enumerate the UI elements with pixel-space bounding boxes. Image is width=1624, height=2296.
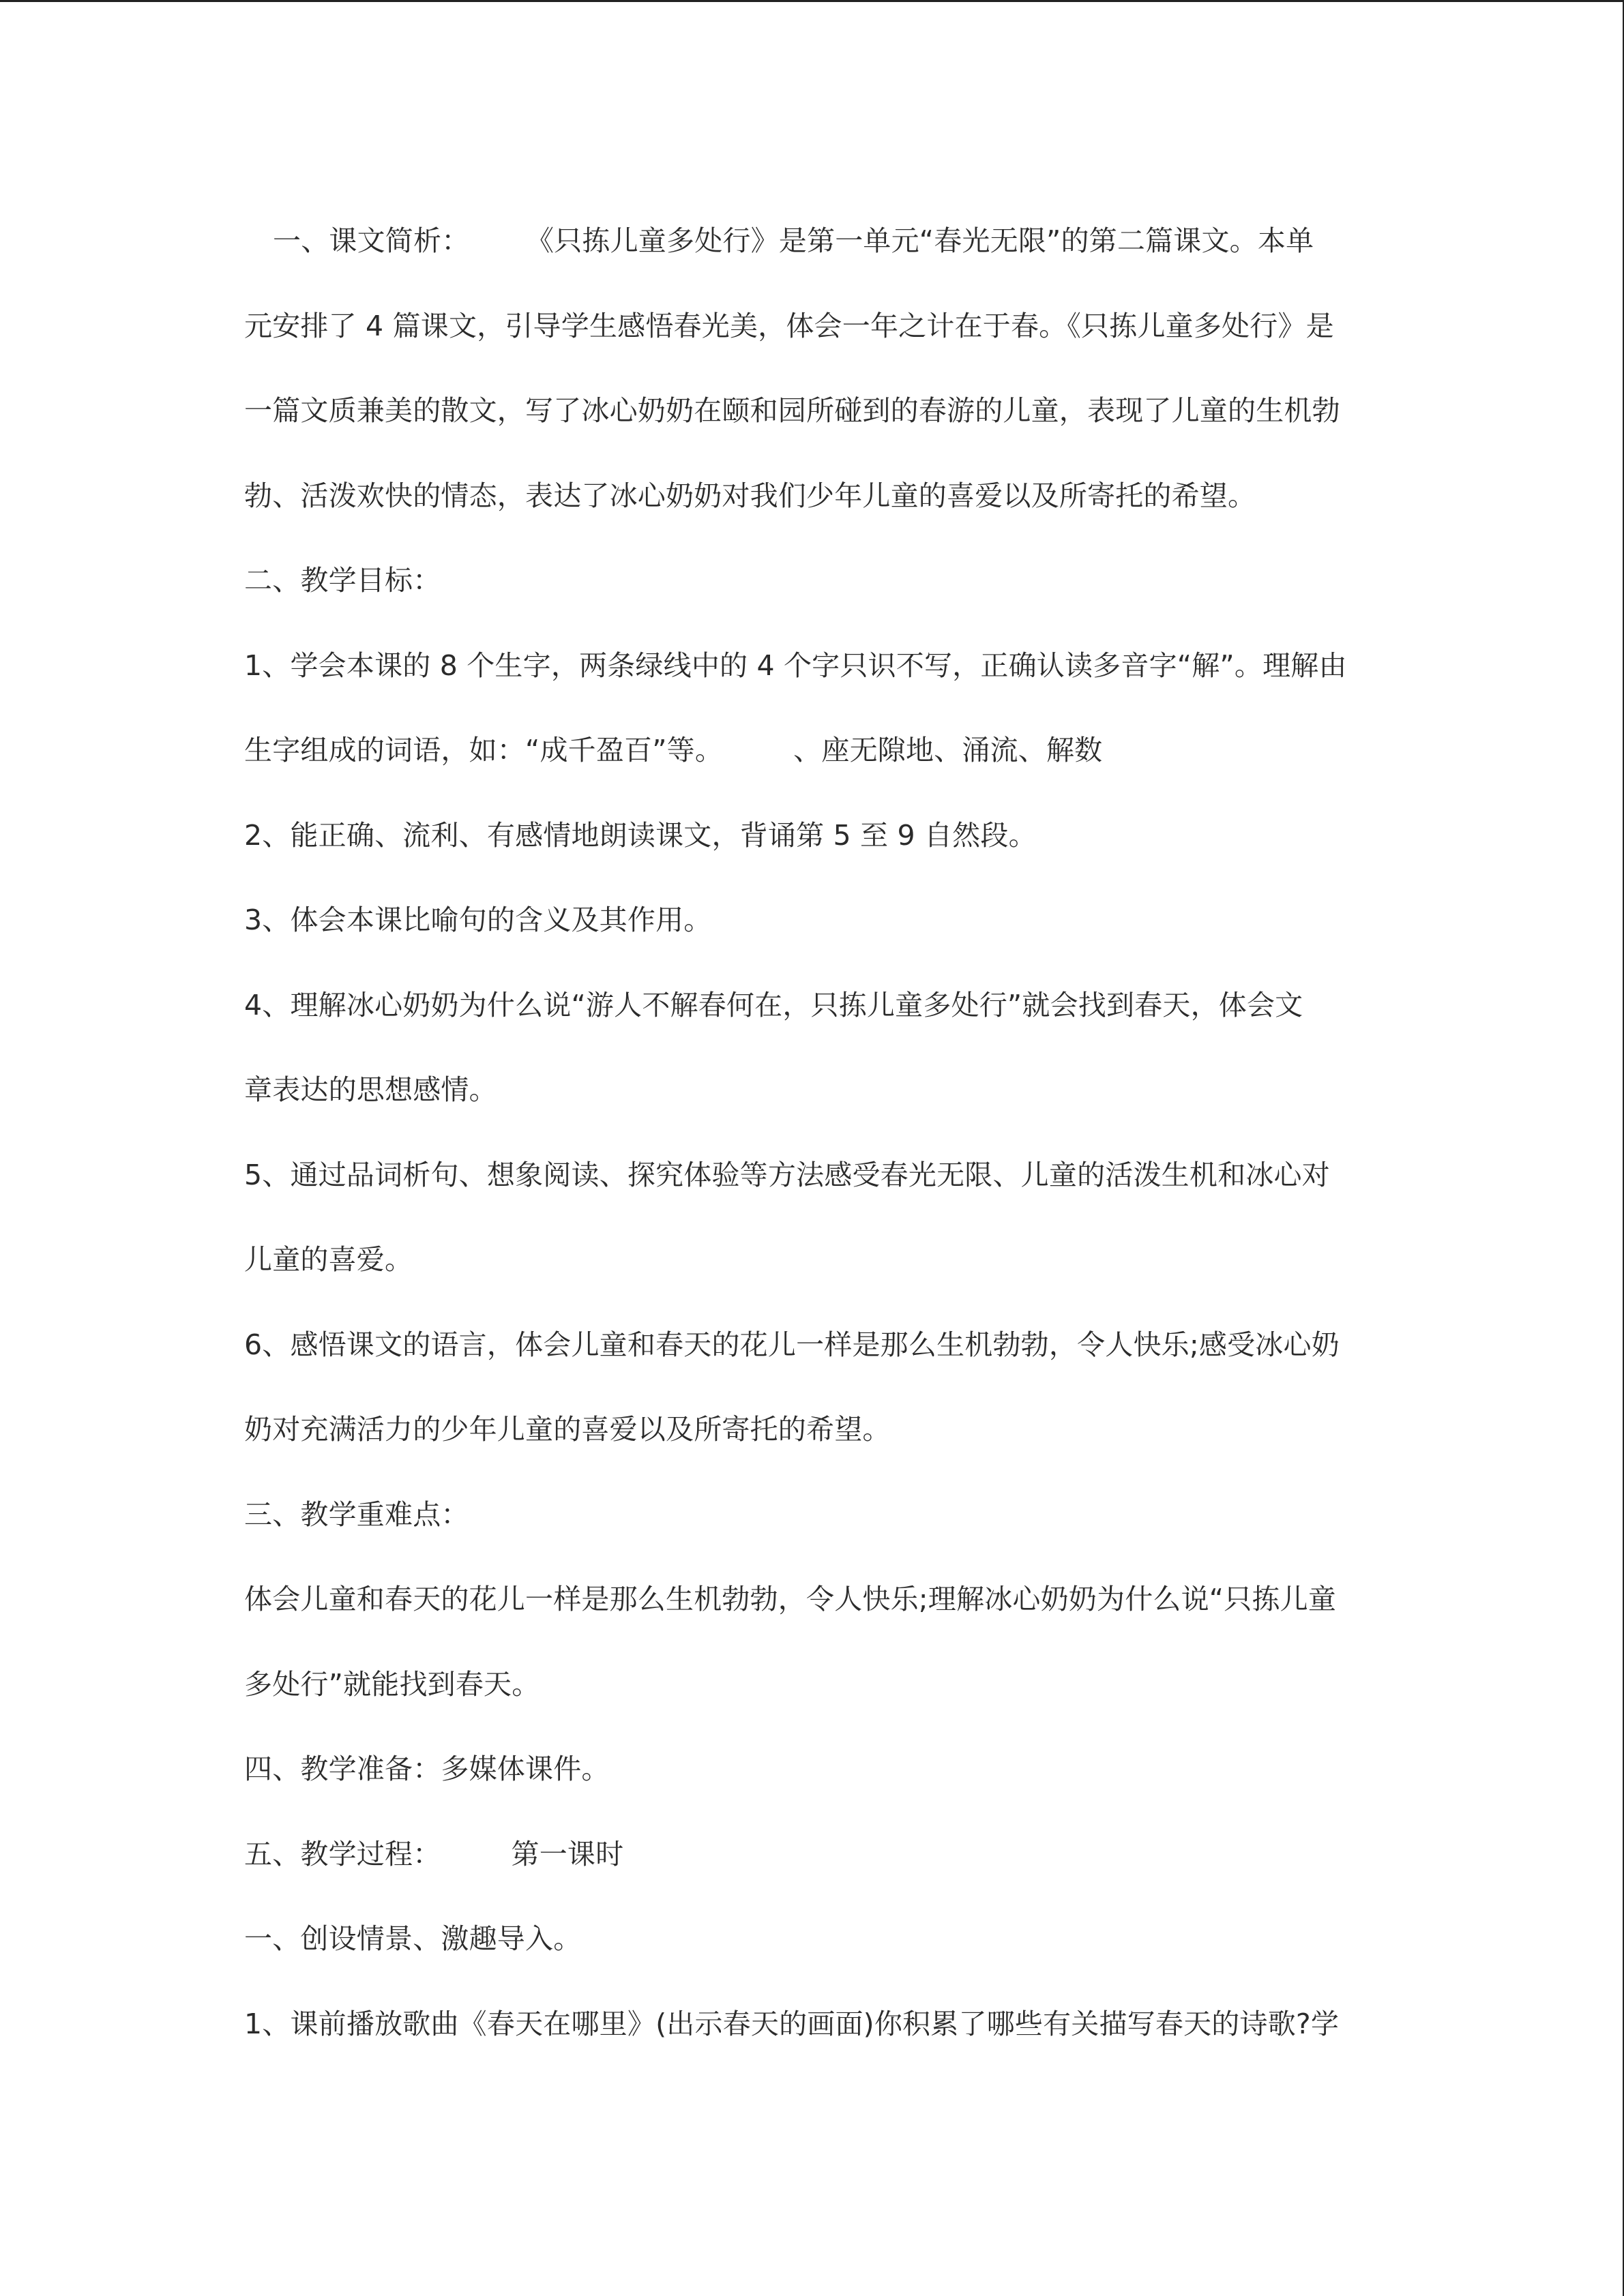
text-line: 6、感悟课文的语言，体会儿童和春天的花儿一样是那么生机勃勃，令人快乐;感受冰心奶 <box>244 1328 1340 1361</box>
section-5-heading: 五、教学过程： 第一课时 <box>244 1837 624 1870</box>
text-line: 3、体会本课比喻句的含义及其作用。 <box>244 904 712 936</box>
text-line: 章表达的思想感情。 <box>244 1073 497 1106</box>
text-line: 1、学会本课的 8 个生字，两条绿线中的 4 个字只识不写，正确认读多音字“解”。理解由 <box>244 648 1347 682</box>
page-top-border <box>0 0 1624 2</box>
text-line: 体会儿童和春天的花儿一样是那么生机勃勃，令人快乐;理解冰心奶奶为什么说“只拣儿童 <box>244 1583 1337 1615</box>
text-line: 生字组成的词语，如：“成千盈百”等。 、座无隙地、涌流、解数 <box>244 734 1103 766</box>
text-line: 多处行”就能找到春天。 <box>244 1667 540 1701</box>
text-line: 一篇文质兼美的散文，写了冰心奶奶在颐和园所碰到的春游的儿童，表现了儿童的生机勃 <box>244 394 1340 427</box>
text-line: 奶对充满活力的少年儿童的喜爱以及所寄托的希望。 <box>244 1413 891 1446</box>
text-line: 5、通过品词析句、想象阅读、探究体验等方法感受春光无限、儿童的活泼生机和冰心对 <box>244 1158 1330 1191</box>
document-body <box>244 217 1390 2085</box>
step-1-heading: 一、创设情景、激趣导入。 <box>244 1922 582 1955</box>
text-line: 2、能正确、流利、有感情地朗读课文，背诵第 5 至 9 自然段。 <box>244 818 1037 852</box>
text-line: 4、理解冰心奶奶为什么说“游人不解春何在，只拣儿童多处行”就会找到春天，体会文 <box>244 988 1303 1022</box>
text-line: 1、课前播放歌曲《春天在哪里》(出示春天的画面)你积累了哪些有关描写春天的诗歌?学 <box>244 2007 1340 2040</box>
section-3-heading: 三、教学重难点： <box>244 1497 469 1531</box>
section-1-heading-line: 一、课文简析： 《只拣儿童多处行》是第一单元“春光无限”的第二篇课文。本单 <box>273 224 1314 257</box>
text-line: 儿童的喜爱。 <box>244 1243 413 1276</box>
text-line: 元安排了 4 篇课文，引导学生感悟春光美，体会一年之计在于春。《只拣儿童多处行》是 <box>244 309 1334 342</box>
section-2-heading: 二、教学目标： <box>244 564 441 597</box>
section-4-heading: 四、教学准备：多媒体课件。 <box>244 1753 610 1785</box>
text-line: 勃、活泼欢快的情态，表达了冰心奶奶对我们少年儿童的喜爱以及所寄托的希望。 <box>244 479 1256 512</box>
